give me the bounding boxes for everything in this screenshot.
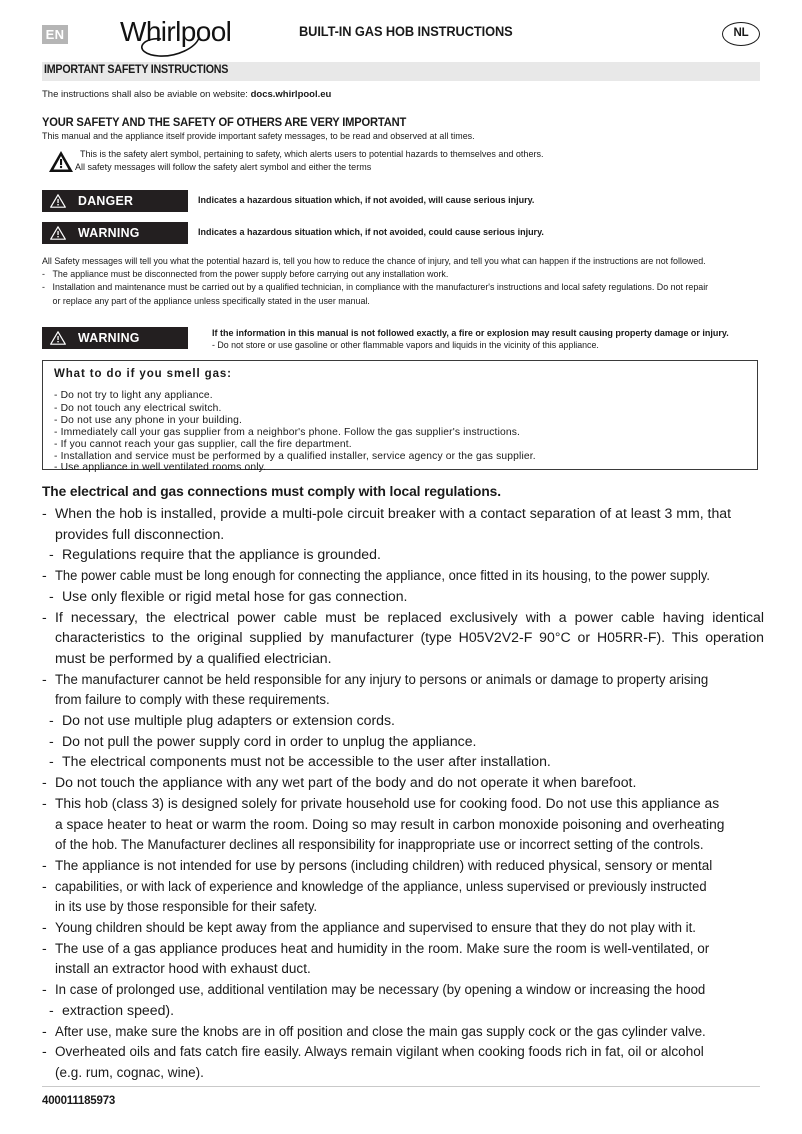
list-dash: - [42, 774, 47, 791]
instruction-text [42, 1000, 764, 1021]
safety-message-item [42, 268, 732, 281]
list-dash: - [49, 732, 54, 749]
smell-gas-title: What to do if you smell gas: [54, 368, 232, 380]
list-dash: - [42, 608, 47, 625]
instruction-item [42, 855, 764, 876]
warning-alert-row [42, 222, 760, 244]
danger-alert-row [42, 190, 760, 212]
list-dash: - [42, 269, 45, 280]
instruction-line: When the hob is installed, provide a multi-pole circuit breaker with a contact separation of at least 3 mm, that [55, 505, 732, 521]
instruction-item [42, 979, 764, 1000]
instruction-line: The appliance is not intended for use by persons (including children) with reduced physical, sensory or mental [55, 856, 713, 873]
instruction-line: Overheated oils and fats catch fire easily. Always remain vigilant when cooking foods rich in fat, oil or alcohol [55, 1043, 704, 1060]
warning-badge [42, 222, 188, 244]
list-dash: - [42, 1022, 47, 1039]
instruction-line: The electrical components must not be accessible to the user after installation. [62, 753, 551, 770]
region-badge: NL [722, 22, 760, 46]
instruction-line: install an extractor hood with exhaust duct. [55, 960, 311, 977]
instruction-line: capabilities, or with lack of experience and knowledge of the appliance, unless supervised or previously instructed [55, 877, 707, 894]
list-dash: - [42, 981, 47, 998]
instruction-text [42, 917, 764, 938]
list-dash: - [42, 1043, 47, 1060]
danger-description: Indicates a hazardous situation which, if not avoided, will cause serious injury. [198, 194, 535, 205]
warning-gas-badge [42, 327, 188, 349]
safety-message-item [42, 281, 732, 294]
warning-badge-label: WARNING [78, 225, 140, 240]
instruction-text [42, 979, 764, 1000]
main-instruction-list [42, 503, 764, 1083]
smell-gas-item: - Do not use any phone in your building. [54, 414, 243, 426]
smell-gas-item: - Immediately call your gas supplier from a neighbor's phone. Follow the gas supplier's instructions. [54, 426, 521, 438]
safety-messages-intro: All Safety messages will tell you what the potential hazard is, tell you how to reduce the chance of injury, and tell you what can happen if the instructions are not followed. [42, 256, 706, 266]
safety-heading: YOUR SAFETY AND THE SAFETY OF OTHERS ARE VERY IMPORTANT [42, 115, 407, 129]
instruction-text [42, 772, 764, 793]
instruction-line: must be performed by a qualified electrician. [55, 649, 332, 666]
instruction-text [42, 731, 764, 752]
list-dash: - [42, 856, 47, 873]
list-dash: - [42, 505, 47, 521]
instruction-item [42, 917, 764, 938]
smell-gas-box [42, 360, 758, 474]
instruction-line: from failure to comply with these requirements. [55, 691, 330, 708]
instruction-line: After use, make sure the knobs are in off position and close the main gas supply cock or the gas cylinder valve. [55, 1022, 706, 1039]
list-dash: - [42, 670, 47, 687]
instruction-item [42, 503, 764, 544]
list-dash: - [42, 794, 47, 811]
safety-message-text: The appliance must be disconnected from the power supply before carrying out any installation work. [52, 269, 449, 280]
safety-message-text: Installation and maintenance must be carried out by a qualified technician, in compliance with the manufacturer's instructions and local safety regulations. Do not repair [52, 282, 709, 293]
warning-triangle-icon [50, 331, 66, 345]
instruction-item [42, 1041, 764, 1082]
page-header [42, 16, 760, 56]
warning-gas-badge-label: WARNING [78, 330, 140, 345]
instruction-line: (e.g. rum, cognac, wine). [55, 1063, 204, 1080]
instruction-line: The use of a gas appliance produces heat and humidity in the room. Make sure the room is well-ventilated, or [55, 939, 710, 956]
instruction-line: Young children should be kept away from the appliance and supervised to ensure that they do not play with it. [55, 919, 696, 936]
danger-badge-label: DANGER [78, 193, 134, 208]
instruction-text [42, 1021, 764, 1042]
section-header-title: IMPORTANT SAFETY INSTRUCTIONS [44, 64, 229, 76]
smell-gas-list [54, 390, 749, 474]
footer-divider [42, 1086, 760, 1087]
instruction-line: a space heater to heat or warm the room. Doing so may result in carbon monoxide poisoning and overheating [55, 815, 725, 832]
website-url: docs.whirlpool.eu [250, 89, 332, 100]
instruction-item [42, 876, 764, 917]
instruction-line: If necessary, the electrical power cable must be replaced exclusively with a power cable having identical [55, 608, 764, 625]
instruction-line: The power cable must be long enough for connecting the appliance, once fitted in its housing, to the power supply. [55, 567, 710, 584]
instruction-item [42, 1000, 764, 1021]
alert-symbol-line2: All safety messages will follow the safety alert symbol and either the terms [75, 162, 372, 172]
list-dash: - [49, 1001, 54, 1018]
instruction-line: The manufacturer cannot be held responsible for any injury to persons or animals or damage to property arising [55, 670, 709, 687]
instruction-text [42, 503, 764, 544]
instruction-item [42, 607, 764, 669]
main-heading: The electrical and gas connections must comply with local regulations. [42, 484, 501, 500]
whirlpool-logo: Whirlpool [120, 16, 232, 47]
safety-subtext: This manual and the appliance itself provide important safety messages, to be read and observed at all times. [42, 131, 475, 141]
list-dash: - [49, 587, 54, 604]
instruction-text [42, 607, 764, 669]
list-dash: - [42, 919, 47, 936]
list-dash: - [42, 282, 45, 293]
instruction-line: In case of prolonged use, additional ventilation may be necessary (by opening a window or increasing the hood [55, 981, 706, 998]
instruction-item [42, 772, 764, 793]
instruction-line: Use only flexible or rigid metal hose for gas connection. [62, 587, 408, 604]
footer-document-code: 400011185973 [42, 1095, 116, 1107]
website-prefix: The instructions shall also be aviable on website: [42, 89, 251, 100]
instruction-line: Regulations require that the appliance is grounded. [62, 546, 381, 563]
instruction-item [42, 731, 764, 752]
list-dash: - [42, 877, 47, 894]
language-badge: EN [42, 25, 68, 44]
list-dash: - [42, 567, 47, 584]
safety-messages-block [42, 255, 764, 308]
warning-gas-line2: - Do not store or use gasoline or other flammable vapors and liquids in the vicinity of this appliance. [212, 340, 599, 350]
instruction-line: Do not touch the appliance with any wet part of the body and do not operate it when barefoot. [55, 774, 637, 791]
instruction-line: characteristics to the original supplied by manufacturer (type H05V2V2-F 90°C or H05RR-F). This operation [55, 629, 764, 646]
instruction-text [42, 876, 764, 917]
instruction-item [42, 710, 764, 731]
list-dash: - [49, 546, 54, 563]
instruction-text [42, 565, 764, 586]
smell-gas-item: - Use appliance in well ventilated rooms only. [54, 462, 267, 474]
list-dash: - [49, 712, 54, 729]
instruction-line: extraction speed). [62, 1001, 175, 1018]
warning-triangle-icon [50, 194, 66, 208]
document-title: BUILT-IN GAS HOB INSTRUCTIONS [299, 24, 513, 39]
instruction-line: Do not pull the power supply cord in order to unplug the appliance. [62, 732, 477, 749]
instruction-line: of the hob. The Manufacturer declines all responsibility for inappropriate use or incorrect setting of the controls. [55, 836, 704, 853]
website-line [42, 89, 331, 100]
instruction-text [42, 751, 764, 772]
instruction-item [42, 751, 764, 772]
instruction-item [42, 938, 764, 979]
danger-badge [42, 190, 188, 212]
instruction-item [42, 565, 764, 586]
smell-gas-item: - If you cannot reach your gas supplier, call the fire department. [54, 438, 352, 450]
instruction-text [42, 855, 764, 876]
instruction-item [42, 586, 764, 607]
warning-description: Indicates a hazardous situation which, if not avoided, could cause serious injury. [198, 226, 544, 237]
safety-message-continuation: or replace any part of the appliance unless specifically stated in the user manual. [52, 295, 370, 306]
safety-alert-triangle-icon [48, 150, 74, 173]
warning-gas-line1: If the information in this manual is not followed exactly, a fire or explosion may result causing property damage or injury. [212, 327, 729, 338]
smell-gas-item: - Do not try to light any appliance. [54, 390, 213, 401]
instruction-item [42, 544, 764, 565]
instruction-item [42, 1021, 764, 1042]
section-header-bar [42, 62, 760, 81]
list-dash: - [42, 939, 47, 956]
smell-gas-item: - Do not touch any electrical switch. [54, 402, 222, 414]
smell-gas-item: - Installation and service must be performed by a qualified installer, service agency or the gas supplier. [54, 450, 536, 462]
instruction-text [42, 938, 764, 979]
instruction-text [42, 586, 764, 607]
instruction-line: provides full disconnection. [55, 525, 225, 542]
instruction-item [42, 669, 764, 710]
instruction-text [42, 1041, 764, 1082]
list-dash: - [49, 753, 54, 770]
instruction-line: in its use by those responsible for their safety. [55, 898, 318, 915]
instruction-text [42, 710, 764, 731]
instruction-item [42, 793, 764, 855]
instruction-text [42, 793, 764, 855]
warning-triangle-icon [50, 226, 66, 240]
instruction-text [42, 669, 764, 710]
instruction-line: Do not use multiple plug adapters or extension cords. [62, 712, 395, 729]
alert-symbol-line1: This is the safety alert symbol, pertaining to safety, which alerts users to potential hazards to themselves and others. [80, 149, 544, 159]
instruction-line: This hob (class 3) is designed solely for private household use for cooking food. Do not use this appliance as [55, 794, 720, 811]
instruction-text [42, 544, 764, 565]
